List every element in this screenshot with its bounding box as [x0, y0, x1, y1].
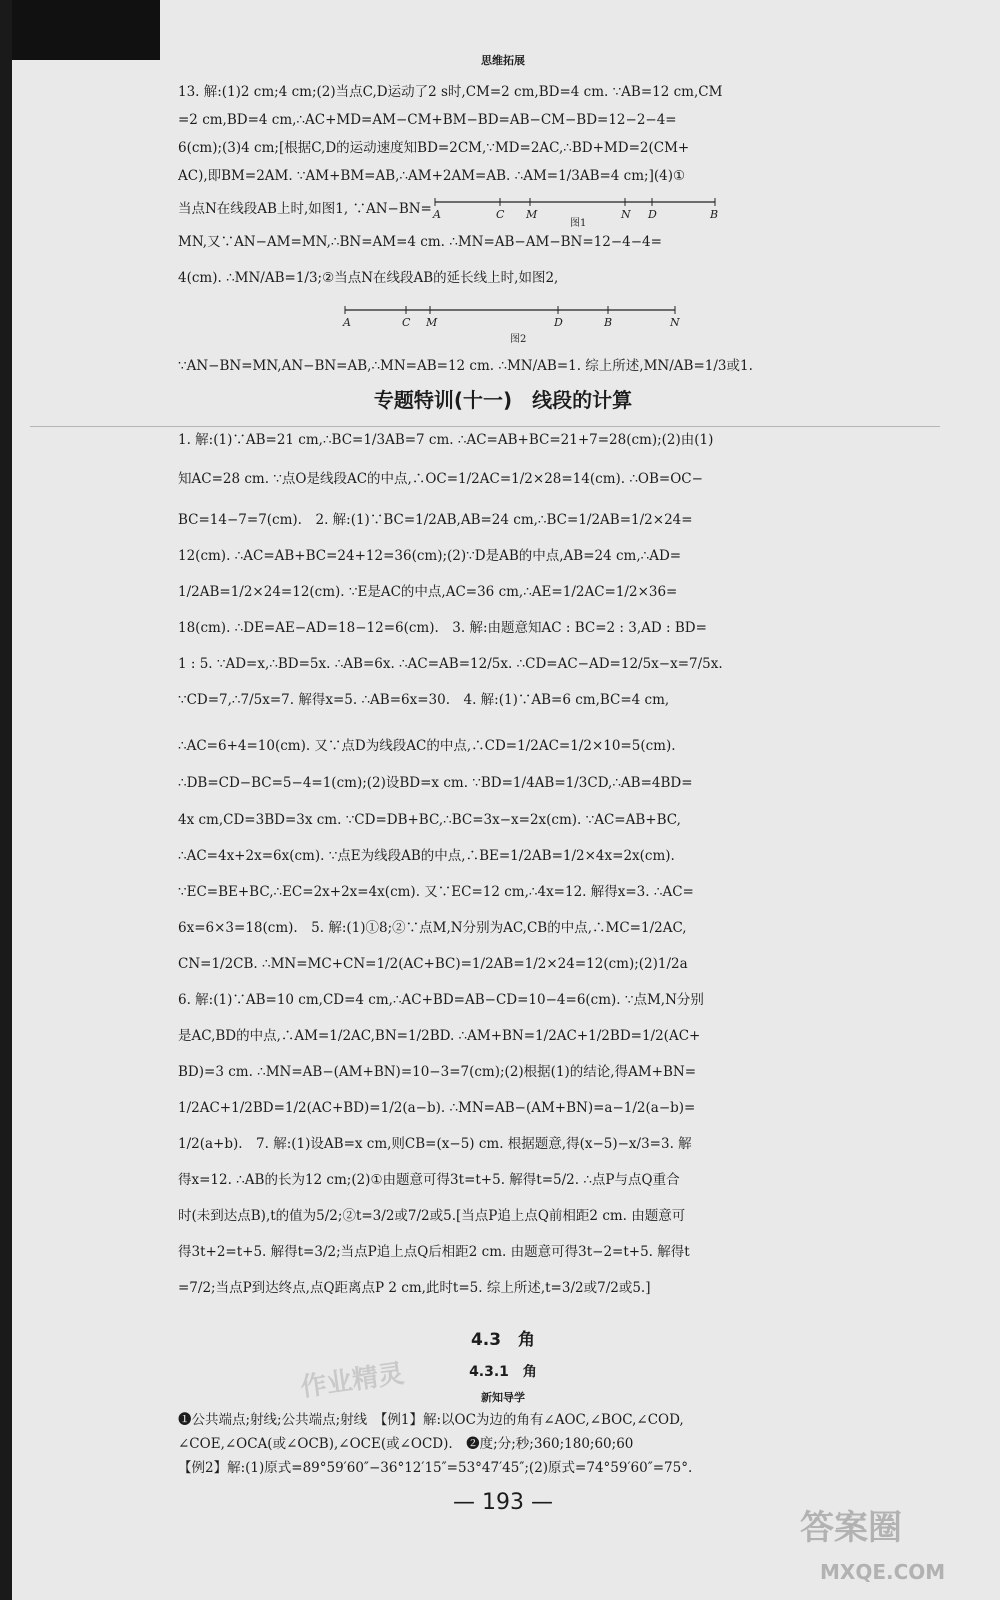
stamp-watermark: 作业精灵	[298, 1358, 406, 1404]
page-content	[178, 0, 828, 1600]
point-c-label: C	[496, 208, 505, 221]
text-line: =7/2;当点P到达终点,点Q距离点P 2 cm,此时t=5. 综上所述,t=3/2或7/2或5.]	[178, 1280, 651, 1296]
text-line: 6(cm);(3)4 cm;[根据C,D的运动速度知BD=2CM,∵MD=2AC,∴BD+MD=2(CM+	[178, 140, 690, 156]
point-d-label: D	[648, 208, 657, 221]
binding-edge	[0, 0, 12, 1600]
figure-1	[430, 190, 720, 228]
section-title-4-3-1: 4.3.1 角	[469, 1364, 537, 1380]
text-line: ∠COE,∠OCA(或∠OCB),∠OCE(或∠OCD). ❷度;分;秒;360;180;60;60	[178, 1436, 634, 1452]
text-line: 4(cm). ∴MN/AB=1/3;②当点N在线段AB的延长线上时,如图2,	[178, 270, 559, 286]
top-dark-strip	[12, 0, 160, 60]
text-line: CN=1/2CB. ∴MN=MC+CN=1/2(AC+BC)=1/2AB=1/2×24=12(cm);(2)1/2a	[178, 956, 688, 972]
text-line: 【例2】解:(1)原式=89°59′60″−36°12′15″=53°47′45″;(2)原式=74°59′60″=75°.	[178, 1460, 693, 1476]
special-training-title: 专题特训(十一) 线段的计算	[373, 388, 633, 412]
point-b-label: B	[604, 316, 613, 329]
text-line: =2 cm,BD=4 cm,∴AC+MD=AM−CM+BM−BD=AB−CM−BD=12−2−4=	[178, 112, 677, 128]
figure-2-caption: 图2	[510, 334, 527, 345]
text-line: 1/2(a+b). 7. 解:(1)设AB=x cm,则CB=(x−5) cm. 根据题意,得(x−5)−x/3=3. 解	[178, 1136, 692, 1152]
point-m-label: M	[426, 316, 438, 329]
text-line: 13. 解:(1)2 cm;4 cm;(2)当点C,D运动了2 s时,CM=2 cm,BD=4 cm. ∵AB=12 cm,CM	[178, 84, 723, 100]
text-line: ∵AN−BN=MN,AN−BN=AB,∴MN=AB=12 cm. ∴MN/AB=1. 综上所述,MN/AB=1/3或1.	[178, 358, 753, 374]
page-number: — 193 —	[453, 1490, 553, 1515]
text-line: ∵CD=7,∴7/5x=7. 解得x=5. ∴AB=6x=30. 4. 解:(1)∵AB=6 cm,BC=4 cm,	[178, 692, 670, 708]
section-title-4-3: 4.3 角	[470, 1330, 536, 1350]
text-line: 6. 解:(1)∵AB=10 cm,CD=4 cm,∴AC+BD=AB−CD=10−4=6(cm). ∵点M,N分别	[178, 992, 704, 1008]
text-line: 得3t+2=t+5. 解得t=3/2;当点P追上点Q后相距2 cm. 由题意可得3t−2=t+5. 解得t	[178, 1244, 690, 1260]
text-line: AC),即BM=2AM. ∵AM+BM=AB,∴AM+2AM=AB. ∴AM=1/3AB=4 cm;](4)①	[178, 168, 686, 184]
text-line: 时(未到达点B),t的值为5/2;②t=3/2或7/2或5.[当点P追上点Q前相距2 cm. 由题意可	[178, 1208, 686, 1224]
point-a-label: A	[433, 208, 441, 221]
point-m-label: M	[526, 208, 538, 221]
text-line: 是AC,BD的中点,∴AM=1/2AC,BN=1/2BD. ∴AM+BN=1/2AC+1/2BD=1/2(AC+	[178, 1028, 701, 1044]
brand-watermark: 答案圈	[800, 1508, 902, 1548]
text-line: BC=14−7=7(cm). 2. 解:(1)∵BC=1/2AB,AB=24 cm,∴BC=1/2AB=1/2×24=	[178, 512, 693, 528]
point-b-label: B	[710, 208, 719, 221]
text-line: 12(cm). ∴AC=AB+BC=24+12=36(cm);(2)∵D是AB的中点,AB=24 cm,∴AD=	[178, 548, 682, 564]
text-line: ∴AC=6+4=10(cm). 又∵点D为线段AC的中点,∴CD=1/2AC=1/2×10=5(cm).	[178, 738, 676, 754]
text-line: 1 : 5. ∵AD=x,∴BD=5x. ∴AB=6x. ∴AC=AB=12/5x. ∴CD=AC−AD=12/5x−x=7/5x.	[178, 656, 723, 672]
text-line: 4x cm,CD=3BD=3x cm. ∵CD=DB+BC,∴BC=3x−x=2x(cm). ∵AC=AB+BC,	[178, 812, 681, 828]
point-n-label: N	[621, 208, 631, 221]
text-line: 1. 解:(1)∵AB=21 cm,∴BC=1/3AB=7 cm. ∴AC=AB+BC=21+7=28(cm);(2)由(1)	[178, 432, 714, 448]
text-line: 1/2AC+1/2BD=1/2(AC+BD)=1/2(a−b). ∴MN=AB−(AM+BN)=a−1/2(a−b)=	[178, 1100, 696, 1116]
text-line: BD)=3 cm. ∴MN=AB−(AM+BN)=10−3=7(cm);(2)根据(1)的结论,得AM+BN=	[178, 1064, 697, 1080]
text-line: 当点N在线段AB上时,如图1, ∵AN−BN=	[178, 201, 432, 217]
text-line: 知AC=28 cm. ∵点O是线段AC的中点,∴OC=1/2AC=1/2×28=14(cm). ∴OB=OC−	[178, 471, 703, 487]
text-line: 18(cm). ∴DE=AE−AD=18−12=6(cm). 3. 解:由题意知AC : BC=2 : 3,AD : BD=	[178, 620, 707, 636]
text-line: MN,又∵AN−AM=MN,∴BN=AM=4 cm. ∴MN=AB−AM−BN=12−4−4=	[178, 234, 662, 250]
text-line: ∴AC=4x+2x=6x(cm). ∵点E为线段AB的中点,∴BE=1/2AB=1/2×4x=2x(cm).	[178, 848, 675, 864]
point-n-label: N	[670, 316, 680, 329]
figure-1-caption: 图1	[570, 218, 587, 228]
section-divider	[30, 426, 940, 427]
text-line: ∴DB=CD−BC=5−4=1(cm);(2)设BD=x cm. ∵BD=1/4AB=1/3CD,∴AB=4BD=	[178, 775, 693, 791]
text-line: ∵EC=BE+BC,∴EC=2x+2x=4x(cm). 又∵EC=12 cm,∴4x=12. 解得x=3. ∴AC=	[178, 884, 694, 900]
subheading-new-knowledge: 新知导学	[481, 1391, 525, 1404]
text-line: 得x=12. ∴AB的长为12 cm;(2)①由题意可得3t=t+5. 解得t=5/2. ∴点P与点Q重合	[178, 1172, 680, 1188]
text-line: 1/2AB=1/2×24=12(cm). ∵E是AC的中点,AC=36 cm,∴AE=1/2AC=1/2×36=	[178, 584, 678, 600]
point-a-label: A	[343, 316, 351, 329]
figure-2	[340, 300, 680, 346]
text-line: 6x=6×3=18(cm). 5. 解:(1)①8;②∵点M,N分别为AC,CB的中点,∴MC=1/2AC,	[178, 920, 687, 936]
text-line: ❶公共端点;射线;公共端点;射线 【例1】解:以OC为边的角有∠AOC,∠BOC,∠COD,	[178, 1412, 684, 1428]
point-d-label: D	[554, 316, 563, 329]
url-watermark: MXQE.COM	[820, 1560, 946, 1584]
point-c-label: C	[402, 316, 411, 329]
section-heading-thinking: 思维拓展	[481, 54, 525, 67]
